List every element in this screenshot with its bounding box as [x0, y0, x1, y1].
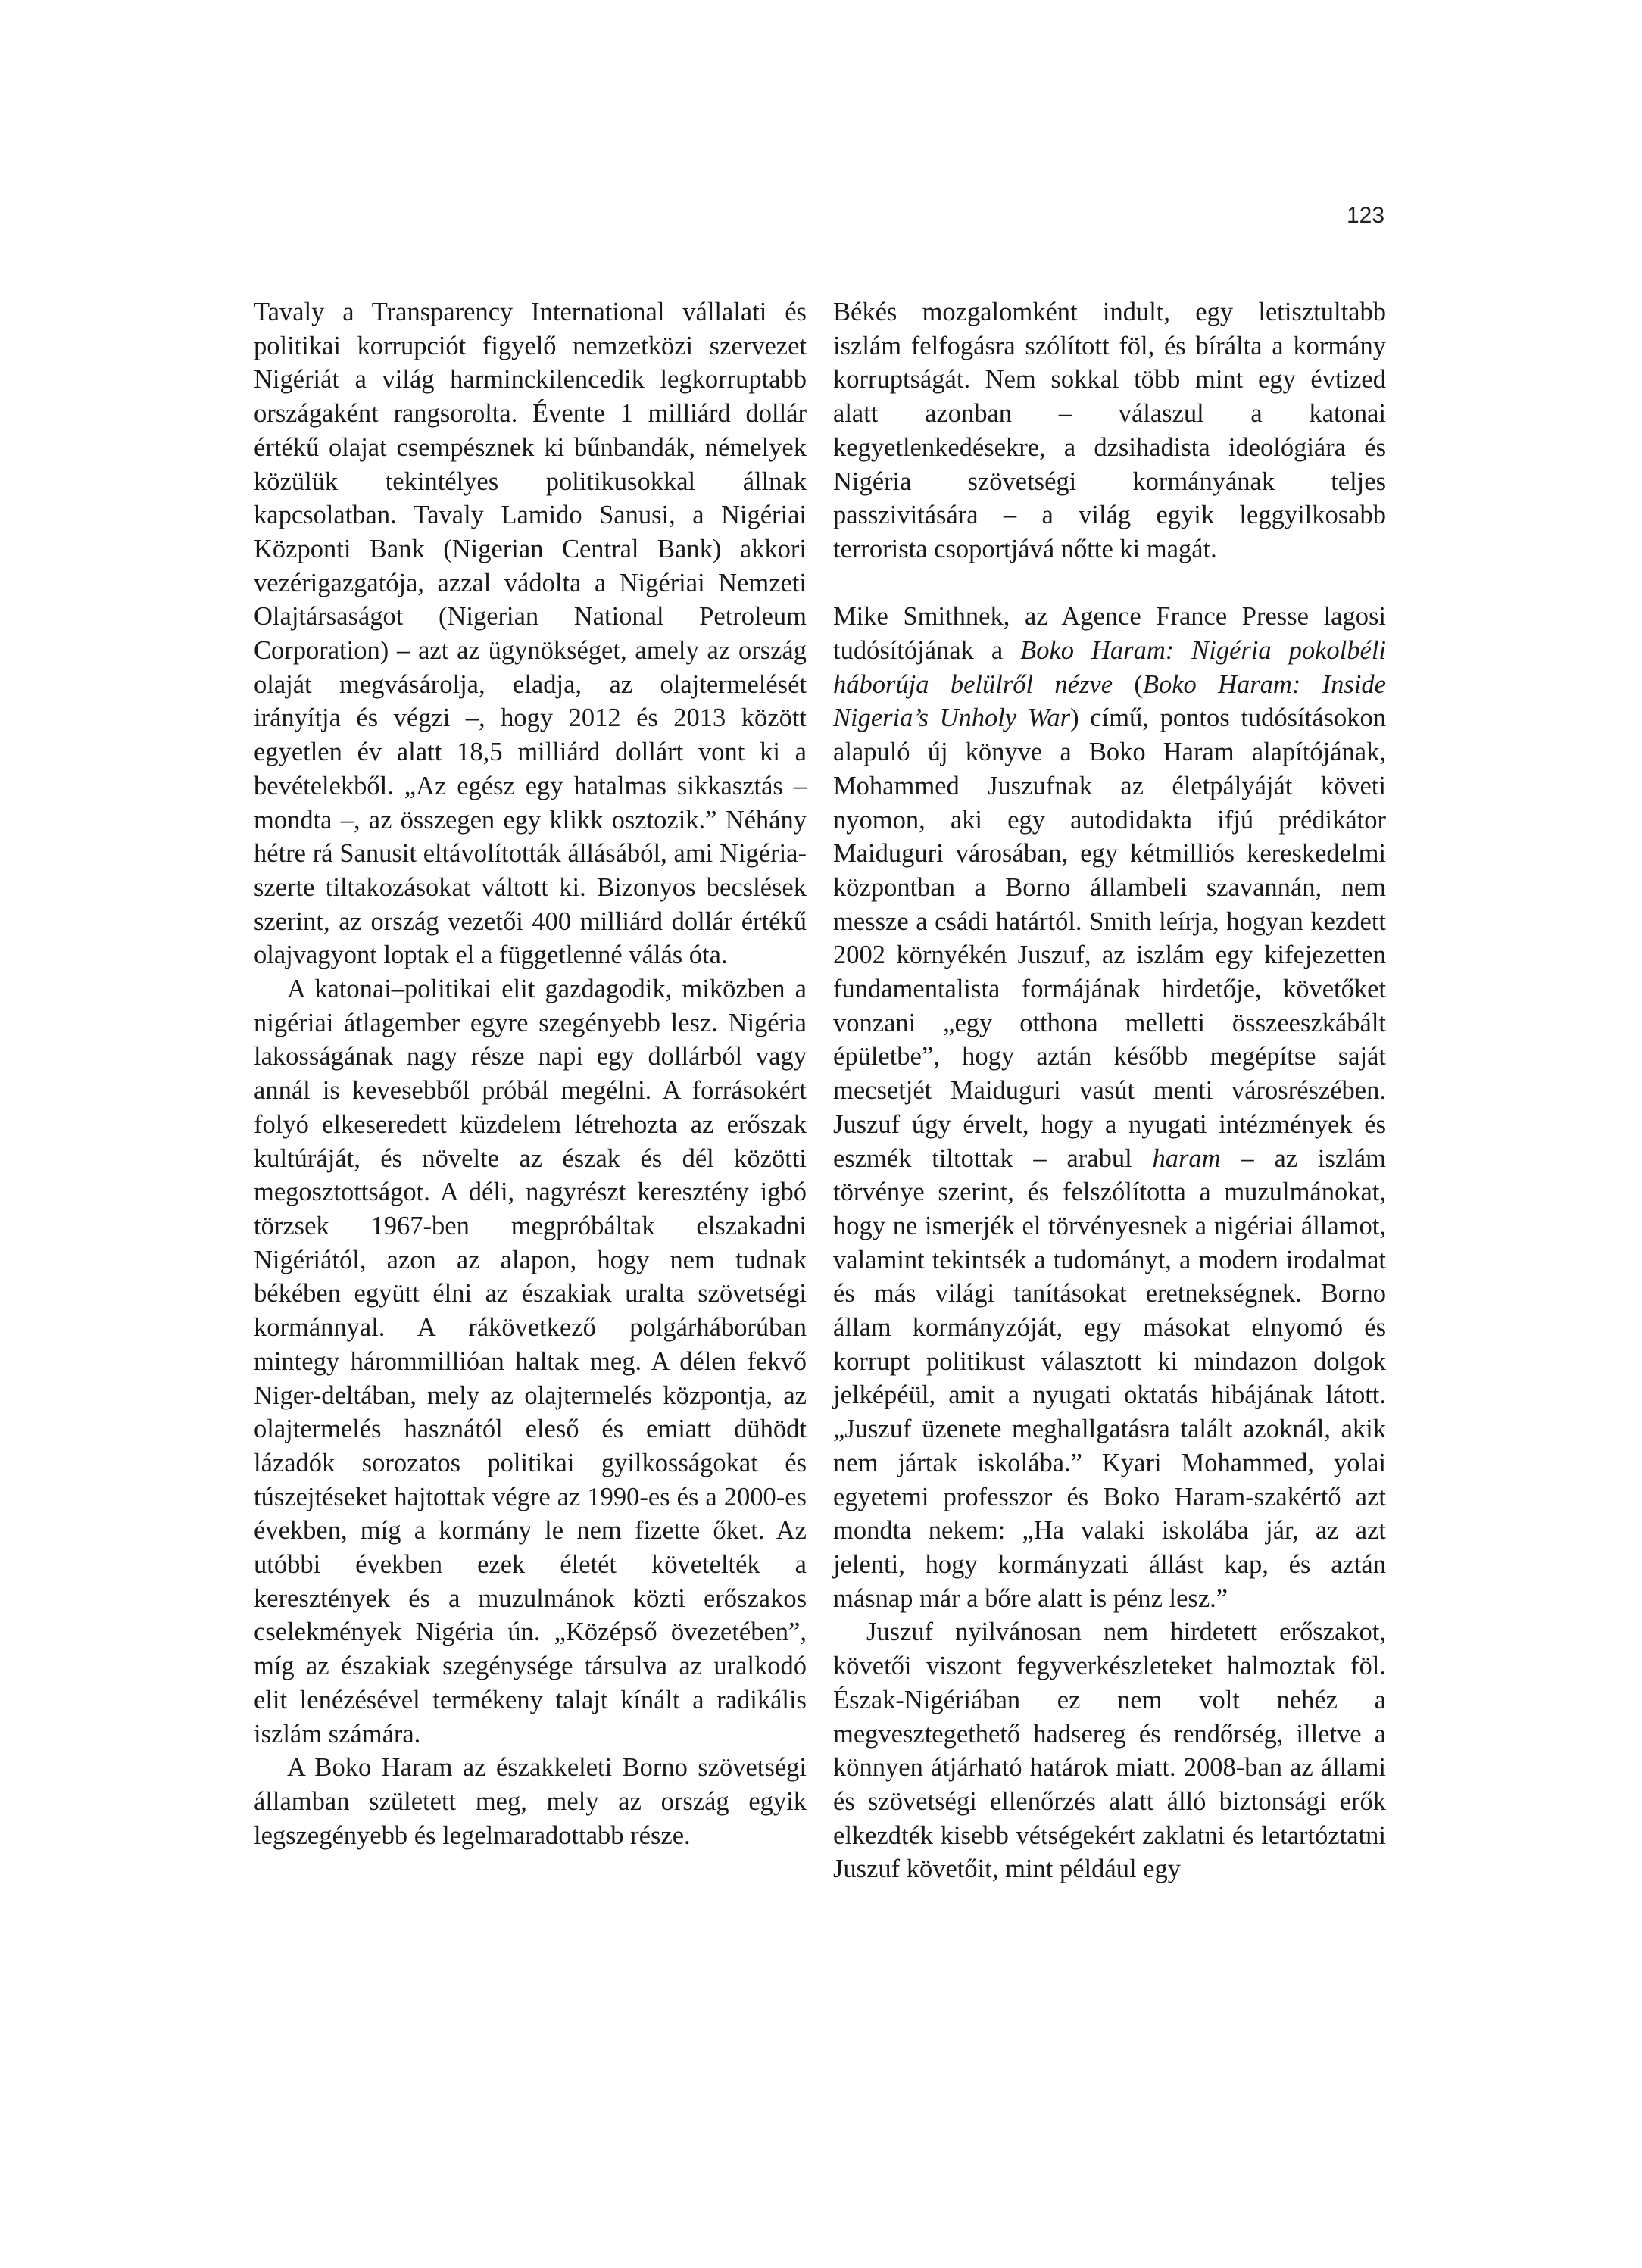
book-title-hungarian: Boko Haram: Nigéria pokolbéli háborúja belülről nézve [833, 636, 1386, 699]
paragraph: Békés mozgalomként indult, egy letisztultabb iszlám felfogásra szólított föl, és bírálta a kormány korruptságát. Nem sokkal több mint egy évtized alatt azonban – válaszul a katonai kegyetlenkedésekre, a dzsihadista ideológiára és Nigéria szövetségi kormányának teljes passzivitására – a világ egyik leggyilkosabb terrorista csoportjává nőtte ki magát. [833, 298, 1386, 563]
text-run: ( [1113, 669, 1143, 699]
left-text-column [254, 295, 807, 1852]
italic-term: haram [1152, 1143, 1221, 1173]
text-run: – az iszlám törvénye szerint, és felszólította a muzulmánokat, hogy ne ismerjék el törvényesnek a nigériai államot, valamint tekintsék a tudományt, a modern irodalmat és más világi tanításokat eretnekségnek. Borno állam kormányzóját, egy másokat elnyomó és korrupt politikust választott ki mindazon dolgok jelképéül, amit a nyugati oktatás hibájának látott. „Juszuf üzenete meghallgatásra talált azoknál, akik nem jártak iskolába.” Kyari Mohammed, yolai egyetemi professzor és Boko Haram-szakértő azt mondta nekem: „Ha valaki iskolába jár, az azt jelenti, hogy kormányzati állást kap, és aztán másnap már a bőre alatt is pénz lesz.” [833, 1143, 1386, 1613]
text-run: Mike Smithnek, az Agence France Presse lagosi tudósítójának a [833, 602, 1386, 666]
paragraph: Tavaly a Transparency International vállalati és politikai korrupciót figyelő nemzetközi szervezet Nigériát a világ harminckilencedik legkorruptabb országaként rangsorolta. Évente 1 milliárd dollár értékű olajat csempésznek ki bűnbandák, némelyek közülük tekintélyes politikusokkal állnak kapcsolatban. Tavaly Lamido Sanusi, a Nigériai Központi Bank (Nigerian Central Bank) akkori vezérigazgatója, azzal vádolta a Nigériai Nemzeti Olajtársaságot (Nigerian National Petroleum Corporation) – azt az ügynökséget, amely az ország olaját megvásárolja, eladja, az olajtermelését irányítja és végzi –, hogy 2012 és 2013 között egyetlen év alatt 18,5 milliárd dollárt vont ki a bevételekből. „Az egész egy hatalmas sikkasztás – mondta –, az összegen egy klikk osztozik.” Néhány hétre rá Sanusit eltávolították állásából, ami Nigéria-szerte tiltakozásokat váltott ki. Bizonyos becslések szerint, az ország vezetői 400 milliárd dollár értékű olajvagyont loptak el a függetlenné válás óta. [254, 298, 807, 970]
paragraph [833, 600, 1386, 1615]
page-number: 123 [1347, 203, 1385, 228]
right-text-column [833, 295, 1386, 1886]
paragraph: Juszuf nyilvánosan nem hirdetett erőszakot, követői viszont fegyverkészleteket halmoztak föl. Észak-Nigériában ez nem volt nehéz a megvesztegethető hadsereg és rendőrség, illetve a könnyen átjárható határok miatt. 2008-ban az állami és szövetségi ellenőrzés alatt álló biztonsági erők elkezdték kisebb vétségekért zaklatni és letartóztatni Juszuf követőit, mint például egy [833, 1618, 1386, 1884]
paragraph: A Boko Haram az északkeleti Borno szövetségi államban született meg, mely az ország egyik legszegényebb és legelmaradottabb része. [254, 1753, 807, 1850]
text-run: ) című, pontos tudósításokon alapuló új könyve a Boko Haram alapítójának, Mohammed Juszufnak az életpályáját követi nyomon, aki egy autodidakta ifjú prédikátor Maiduguri városában, egy kétmilliós kereskedelmi központban a Borno állambeli szavannán, nem messze a csádi határtól. Smith leírja, hogyan kezdett 2002 környékén Juszuf, az iszlám egy kifejezetten fundamentalista formájának hirdetője, követőket vonzani „egy otthona melletti összeeszkábált épületbe”, hogy aztán később megépítse saját mecsetjét Maiduguri vasút menti városrészében. Juszuf úgy érvelt, hogy a nyugati intézmények és eszmék tiltottak – arabul [833, 703, 1386, 1173]
book-title-english: Boko Haram: Inside Nigeria’s Unholy War [833, 669, 1386, 733]
paragraph: A katonai–politikai elit gazdagodik, miközben a nigériai átlagember egyre szegényebb lesz. Nigéria lakosságának nagy része napi egy dollárból vagy annál is kevesebből próbál megélni. A forrásokért folyó elkeseredett küzdelem létrehozta az erőszak kultúráját, és növelte az észak és dél közötti megosztottságot. A déli, nagyrészt keresztény igbó törzsek 1967-ben megpróbáltak elszakadni Nigériától, azon az alapon, hogy nem tudnak békében együtt élni az északiak uralta szövetségi kormánnyal. A rákövetkező polgárháborúban mintegy hárommillióan haltak meg. A délen fekvő Niger-deltában, mely az olajtermelés központja, az olajtermelés hasznától eleső és emiatt dühödt lázadók sorozatos politikai gyilkosságokat és túszejtéseket hajtottak végre az 1990-es és a 2000-es években, míg a kormány le nem fizette őket. Az utóbbi években ezek életét követelték a keresztények és a muzulmánok közti erőszakos cselekmények Nigéria ún. „Középső övezetében”, míg az északiak szegénysége társulva az uralkodó elit lenézésével termékeny talajt kínált a radikális iszlám számára. [254, 975, 807, 1749]
